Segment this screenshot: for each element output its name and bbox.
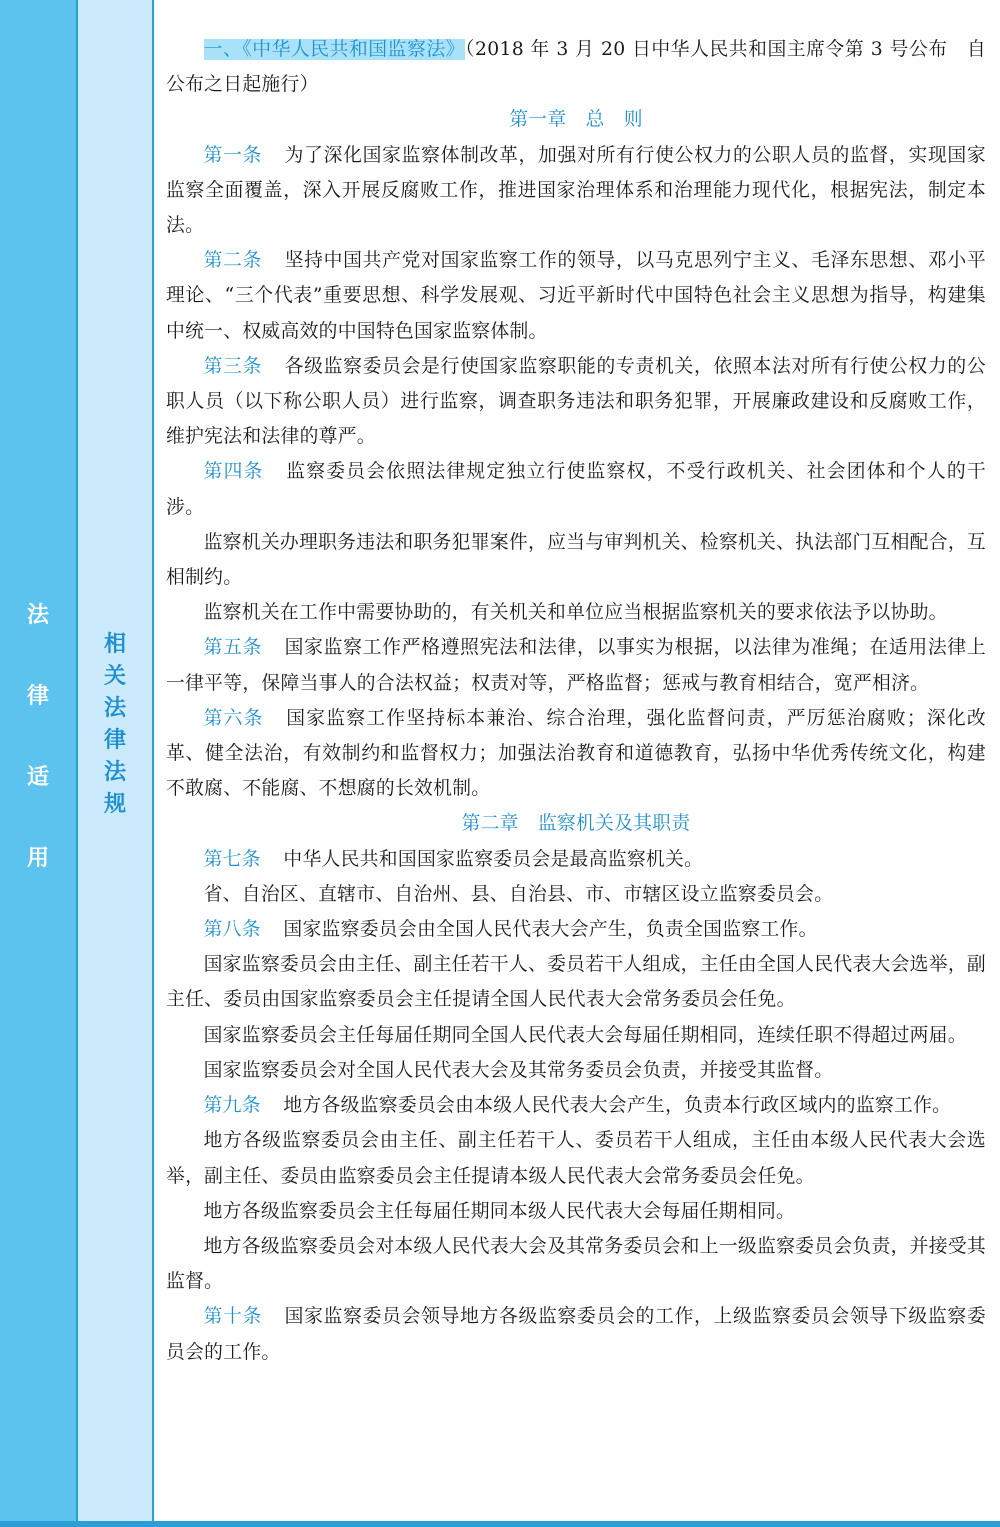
article-8-paragraph-4: 国家监察委员会对全国人民代表大会及其常务委员会负责，并接受其监督。 bbox=[203, 1059, 834, 1081]
side-label-char: 适 bbox=[26, 765, 49, 790]
side-label-char: 法 bbox=[26, 603, 49, 628]
article-text: 为了深化国家监察体制改革，加强对所有行使公权力的公职人员的监督，实现国家监察全面覆盖，深入开展反腐败工作，推进国家治理体系和治理能力现代化，根据宪法，制定本法。 bbox=[166, 144, 986, 237]
document-body bbox=[166, 32, 986, 1370]
side-label-char: 律 bbox=[26, 684, 49, 709]
article-text: 各级监察委员会是行使国家监察职能的专责机关，依照本法对所有行使公权力的公职人员（以下称公职人员）进行监察，调查职务违法和职务犯罪，开展廉政建设和反腐败工作，维护宪法和法律的尊严。 bbox=[166, 355, 986, 448]
article-number: 第八条 bbox=[203, 919, 261, 941]
article-text: 坚持中国共产党对国家监察工作的领导，以马克思列宁主义、毛泽东思想、邓小平理论、“三个代表”重要思想、科学发展观、习近平新时代中国特色社会主义思想为指导，构建集中统一、权威高效的中国特色国家监察体制。 bbox=[166, 250, 986, 342]
article-9-paragraph-3: 地方各级监察委员会主任每届任期同本级人民代表大会每届任期相同。 bbox=[203, 1200, 796, 1222]
article-text: 地方各级监察委员会由本级人民代表大会产生，负责本行政区域内的监察工作。 bbox=[283, 1095, 952, 1117]
chapter-heading: 第二章 监察机关及其职责 bbox=[461, 813, 691, 835]
article-number: 第三条 bbox=[203, 355, 263, 377]
law-title: 一、《中华人民共和国监察法》 bbox=[203, 39, 466, 60]
article-4-paragraph-2: 监察机关办理职务违法和职务犯罪案件，应当与审判机关、检察机关、执法部门互相配合，互相制约。 bbox=[166, 531, 986, 589]
article-5 bbox=[166, 630, 986, 700]
article-8 bbox=[166, 912, 986, 947]
side-label-char: 法 bbox=[103, 696, 126, 721]
article-2 bbox=[166, 243, 986, 349]
article-1 bbox=[166, 138, 986, 244]
side-label-char: 规 bbox=[103, 792, 126, 817]
article-4 bbox=[166, 454, 986, 524]
article-8-paragraph-2: 国家监察委员会由主任、副主任若干人、委员若干人组成，主任由全国人民代表大会选举，副主任、委员由国家监察委员会主任提请全国人民代表大会常务委员会任免。 bbox=[166, 954, 986, 1011]
law-heading bbox=[166, 32, 986, 102]
side-tab-main bbox=[0, 0, 78, 1521]
article-text: 国家监察委员会领导地方各级监察委员会的工作，上级监察委员会领导下级监察委员会的工作。 bbox=[166, 1306, 986, 1363]
side-label-char: 相 bbox=[103, 632, 126, 657]
article-number: 第四条 bbox=[203, 461, 264, 483]
article-9-paragraph-4: 地方各级监察委员会对本级人民代表大会及其常务委员会和上一级监察委员会负责，并接受其监督。 bbox=[166, 1235, 986, 1293]
article-text: 监察委员会依照法律规定独立行使监察权，不受行政机关、社会团体和个人的干涉。 bbox=[166, 461, 986, 518]
article-10 bbox=[166, 1299, 986, 1369]
article-text: 中华人民共和国国家监察委员会是最高监察机关。 bbox=[283, 848, 704, 870]
article-number: 第七条 bbox=[203, 848, 261, 870]
side-label-char: 法 bbox=[103, 760, 126, 785]
article-7 bbox=[166, 842, 986, 877]
article-number: 第九条 bbox=[203, 1095, 261, 1117]
side-label-sub bbox=[78, 632, 152, 824]
side-label-char: 用 bbox=[26, 846, 49, 871]
article-3 bbox=[166, 349, 986, 455]
article-number: 第一条 bbox=[203, 144, 263, 166]
article-7-paragraph-2: 省、自治区、直辖市、自治州、县、自治县、市、市辖区设立监察委员会。 bbox=[203, 883, 834, 905]
chapter-heading: 第一章 总 则 bbox=[509, 109, 643, 131]
bottom-divider bbox=[0, 1521, 1000, 1527]
article-9 bbox=[166, 1088, 986, 1123]
side-label-char: 关 bbox=[103, 664, 126, 689]
article-9-paragraph-2: 地方各级监察委员会由主任、副主任若干人、委员若干人组成，主任由本级人民代表大会选举，副主任、委员由监察委员会主任提请本级人民代表大会常务委员会任免。 bbox=[166, 1130, 986, 1187]
article-8-paragraph-3: 国家监察委员会主任每届任期同全国人民代表大会每届任期相同，连续任职不得超过两届。 bbox=[203, 1024, 967, 1046]
article-number: 第十条 bbox=[203, 1306, 263, 1328]
article-6 bbox=[166, 701, 986, 807]
law-note: （2018 年 3 月 20 日中华人民共和国主席令第 3 号公布 自公布之日起施行） bbox=[166, 39, 986, 96]
article-number: 第二条 bbox=[203, 250, 263, 272]
side-label-main bbox=[0, 603, 76, 927]
article-text: 国家监察委员会由全国人民代表大会产生，负责全国监察工作。 bbox=[283, 919, 818, 941]
article-text: 国家监察工作坚持标本兼治、综合治理，强化监督问责，严厉惩治腐败；深化改革、健全法治，有效制约和监督权力；加强法治教育和道德教育，弘扬中华优秀传统文化，构建不敢腐、不能腐、不想腐的长效机制。 bbox=[166, 707, 986, 800]
article-number: 第六条 bbox=[203, 707, 264, 729]
side-tab-sub bbox=[78, 0, 154, 1521]
article-text: 国家监察工作严格遵照宪法和法律，以事实为根据，以法律为准绳；在适用法律上一律平等，保障当事人的合法权益；权责对等，严格监督；惩戒与教育相结合，宽严相济。 bbox=[166, 637, 986, 694]
side-label-char: 律 bbox=[103, 728, 126, 753]
article-number: 第五条 bbox=[203, 637, 263, 659]
article-4-paragraph-3: 监察机关在工作中需要协助的，有关机关和单位应当根据监察机关的要求依法予以协助。 bbox=[203, 602, 948, 624]
